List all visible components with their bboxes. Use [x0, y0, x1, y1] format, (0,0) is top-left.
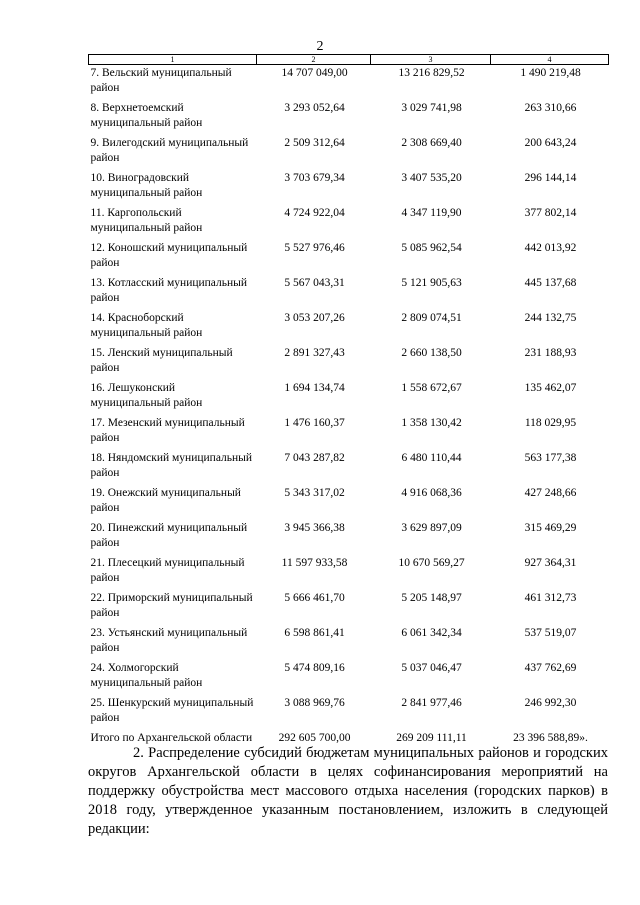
table-row: [89, 450, 609, 485]
district-name-cell: 7. Вельский муниципальный район: [90, 67, 232, 94]
district-name-cell: 12. Коношский муниципальный район: [90, 242, 248, 269]
district-name-cell: 22. Приморский муниципальный район: [90, 592, 253, 619]
total-amount-cell: 5 666 461,70: [284, 592, 345, 604]
district-name-cell: 17. Мезенский муниципальный район: [90, 417, 245, 444]
regional-budget-cell: 13 216 829,52: [398, 67, 465, 79]
district-name-cell: 25. Шенкурский муниципальный район: [90, 697, 254, 724]
total-amount-cell: 3 293 052,64: [284, 102, 345, 114]
total-amount-cell: 5 567 043,31: [284, 277, 345, 289]
table-row: [89, 240, 609, 275]
regional-budget-cell: 5 121 905,63: [401, 277, 462, 289]
regional-budget-cell: 2 308 669,40: [401, 137, 462, 149]
total-amount-cell: 3 088 969,76: [284, 697, 345, 709]
federal-budget-cell: 461 312,73: [524, 592, 577, 604]
column-header-1: 1: [89, 55, 257, 65]
total-amount-cell: 292 605 700,00: [278, 732, 351, 744]
total-amount-cell: 4 724 922,04: [284, 207, 345, 219]
total-amount-cell: 3 703 679,34: [284, 172, 345, 184]
table-body: [89, 65, 609, 766]
federal-budget-cell: 23 396 588,89».: [513, 732, 588, 744]
total-amount-cell: 11 597 933,58: [281, 557, 348, 569]
federal-budget-cell: 135 462,07: [524, 382, 577, 394]
table-row: [89, 170, 609, 205]
table-row: [89, 310, 609, 345]
federal-budget-cell: 377 802,14: [524, 207, 577, 219]
regional-budget-cell: 1 358 130,42: [401, 417, 462, 429]
total-amount-cell: 5 343 317,02: [284, 487, 345, 499]
district-name-cell: 14. Красноборский муниципальный район: [90, 312, 203, 339]
total-amount-cell: 1 694 134,74: [284, 382, 345, 394]
district-name-cell: 11. Каргопольский муниципальный район: [90, 207, 203, 234]
federal-budget-cell: 246 992,30: [524, 697, 577, 709]
district-name-cell: Итого по Архангельской области: [90, 732, 253, 744]
regional-budget-cell: 6 061 342,34: [401, 627, 462, 639]
total-amount-cell: 5 527 976,46: [284, 242, 345, 254]
district-name-cell: 10. Виноградовский муниципальный район: [90, 172, 203, 199]
district-name-cell: 20. Пинежский муниципальный район: [90, 522, 248, 549]
federal-budget-cell: 315 469,29: [524, 522, 577, 534]
district-name-cell: 24. Холмогорский муниципальный район: [90, 662, 203, 689]
federal-budget-cell: 1 490 219,48: [520, 67, 581, 79]
regional-budget-cell: 5 085 962,54: [401, 242, 462, 254]
regional-budget-cell: 5 037 046,47: [401, 662, 462, 674]
regional-budget-cell: 269 209 111,11: [396, 732, 467, 744]
district-name-cell: 23. Устьянский муниципальный район: [90, 627, 248, 654]
federal-budget-cell: 244 132,75: [524, 312, 577, 324]
total-amount-cell: 5 474 809,16: [284, 662, 345, 674]
district-name-cell: 18. Няндомский муниципальный район: [90, 452, 253, 479]
table-row: [89, 345, 609, 380]
table-row: [89, 695, 609, 730]
column-header-2: 2: [257, 55, 371, 65]
table-header-row: [89, 55, 609, 65]
table-row: [89, 205, 609, 240]
regional-budget-cell: 3 629 897,09: [401, 522, 462, 534]
district-name-cell: 16. Лешуконский муниципальный район: [90, 382, 203, 409]
district-name-cell: 19. Онежский муниципальный район: [90, 487, 241, 514]
subsidy-table: [88, 54, 609, 765]
district-name-cell: 21. Плесецкий муниципальный район: [90, 557, 245, 584]
column-header-3: 3: [371, 55, 491, 65]
federal-budget-cell: 537 519,07: [524, 627, 577, 639]
table-row: [89, 485, 609, 520]
federal-budget-cell: 118 029,95: [524, 417, 577, 429]
total-amount-cell: 2 891 327,43: [284, 347, 345, 359]
federal-budget-cell: 427 248,66: [524, 487, 577, 499]
regional-budget-cell: 5 205 148,97: [401, 592, 462, 604]
federal-budget-cell: 437 762,69: [524, 662, 577, 674]
regional-budget-cell: 2 809 074,51: [401, 312, 462, 324]
federal-budget-cell: 231 188,93: [524, 347, 577, 359]
district-name-cell: 15. Ленский муниципальный район: [90, 347, 233, 374]
total-amount-cell: 1 476 160,37: [284, 417, 345, 429]
regional-budget-cell: 10 670 569,27: [398, 557, 465, 569]
federal-budget-cell: 445 137,68: [524, 277, 577, 289]
total-amount-cell: 14 707 049,00: [281, 67, 348, 79]
table-row: [89, 520, 609, 555]
regional-budget-cell: 6 480 110,44: [401, 452, 462, 464]
table-row: [89, 275, 609, 310]
table-row: [89, 380, 609, 415]
paragraph-2: 2. Распределение субсидий бюджетам муниципальных районов и городских округов Архангельской области в целях софинансирования мероприятий на поддержку обустройства мест массового отдыха населения (городских парков) в 2018 году, утвержденное указанным постановлением, изложить в следующей редакции:: [88, 745, 608, 837]
table-row: [89, 555, 609, 590]
table-row: [89, 65, 609, 101]
regional-budget-cell: 2 841 977,46: [401, 697, 462, 709]
total-amount-cell: 3 053 207,26: [284, 312, 345, 324]
page-number: 2: [316, 39, 324, 54]
regional-budget-cell: 4 347 119,90: [401, 207, 462, 219]
federal-budget-cell: 296 144,14: [524, 172, 577, 184]
federal-budget-cell: 442 013,92: [524, 242, 577, 254]
table-row: [89, 135, 609, 170]
federal-budget-cell: 263 310,66: [524, 102, 577, 114]
table-row: [89, 100, 609, 135]
table-row: [89, 625, 609, 660]
district-name-cell: 9. Вилегодский муниципальный район: [90, 137, 249, 164]
table-row: [89, 415, 609, 450]
total-amount-cell: 2 509 312,64: [284, 137, 345, 149]
district-name-cell: 13. Котласский муниципальный район: [90, 277, 248, 304]
total-amount-cell: 7 043 287,82: [284, 452, 345, 464]
regional-budget-cell: 3 407 535,20: [401, 172, 462, 184]
federal-budget-cell: 200 643,24: [524, 137, 577, 149]
regional-budget-cell: 1 558 672,67: [401, 382, 462, 394]
district-name-cell: 8. Верхнетоемский муниципальный район: [90, 102, 203, 129]
column-header-4: 4: [491, 55, 609, 65]
federal-budget-cell: 563 177,38: [524, 452, 577, 464]
regional-budget-cell: 2 660 138,50: [401, 347, 462, 359]
total-amount-cell: 3 945 366,38: [284, 522, 345, 534]
table-row: [89, 590, 609, 625]
federal-budget-cell: 927 364,31: [524, 557, 577, 569]
table-row: [89, 660, 609, 695]
regional-budget-cell: 4 916 068,36: [401, 487, 462, 499]
regional-budget-cell: 3 029 741,98: [401, 102, 462, 114]
total-amount-cell: 6 598 861,41: [284, 627, 345, 639]
